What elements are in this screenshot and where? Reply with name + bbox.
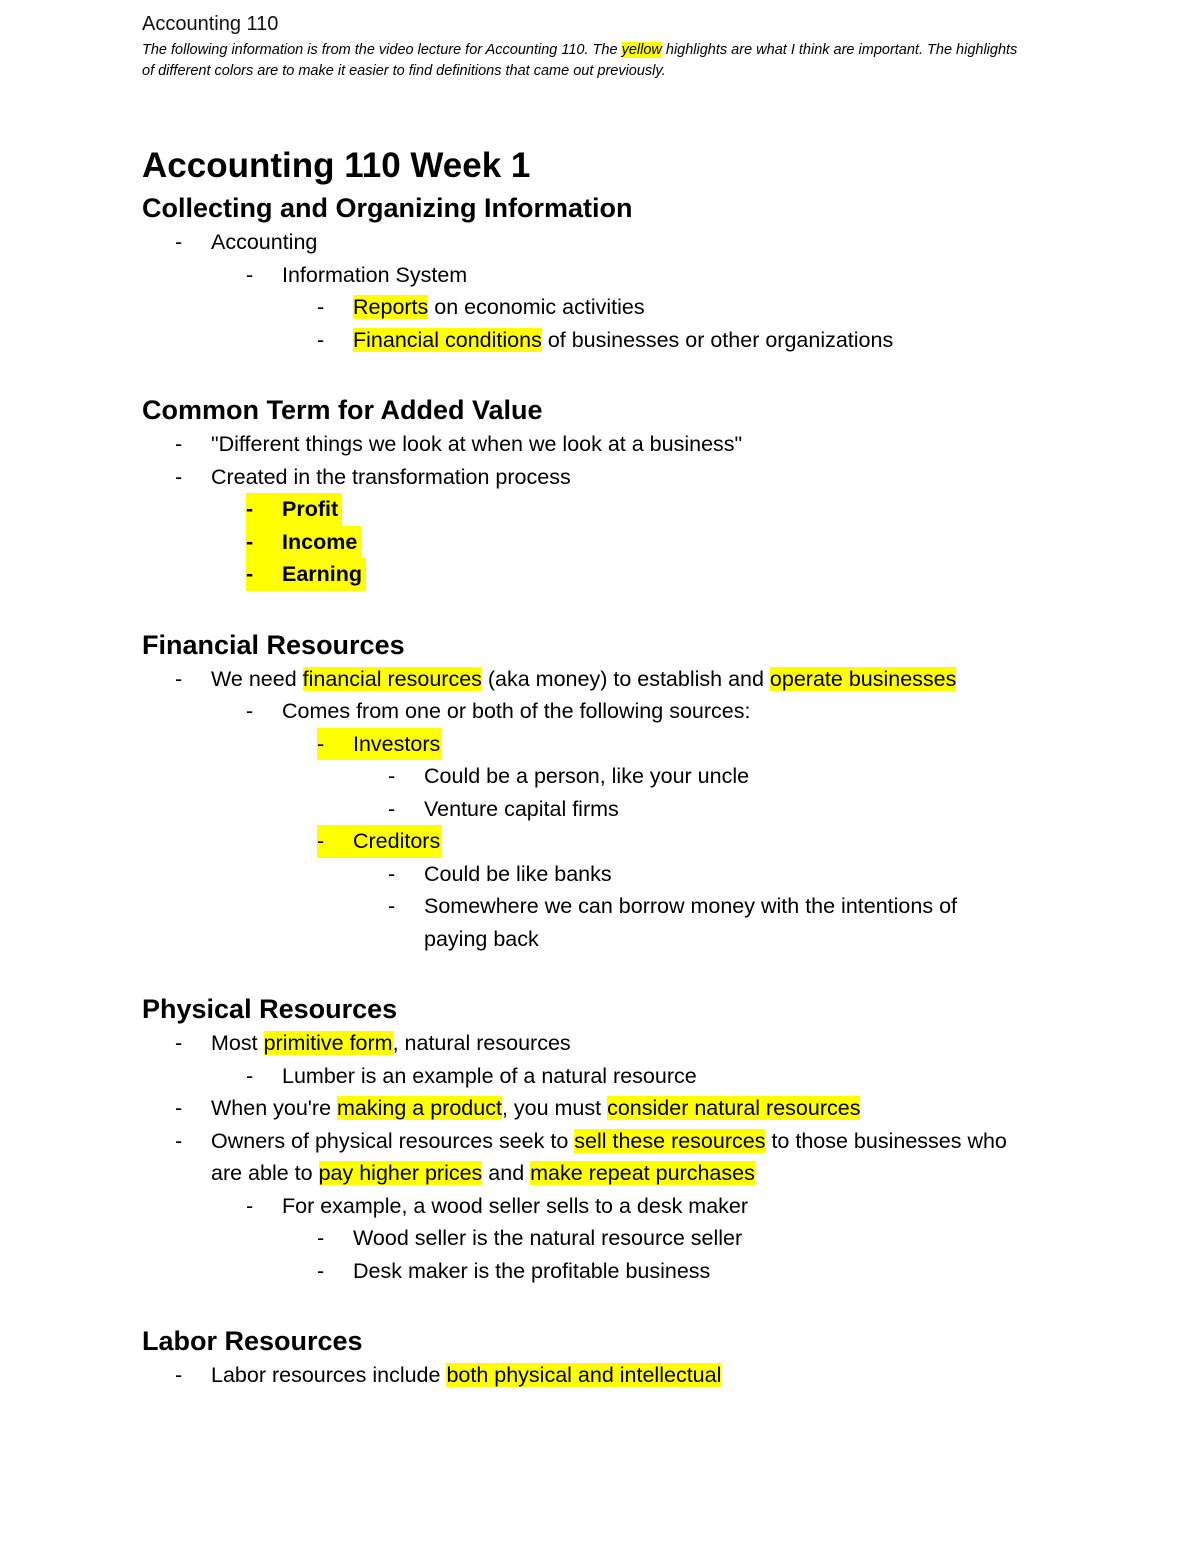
highlight-text: sell these resources — [574, 1128, 766, 1153]
highlight-text: pay higher prices — [318, 1161, 483, 1185]
list-item — [142, 1359, 1052, 1392]
document-page — [142, 10, 1052, 1392]
dash-bullet: - — [246, 497, 254, 521]
list-item-text: to those businesses who are able to — [211, 1128, 1007, 1185]
dash-bullet: - — [388, 861, 396, 886]
term-income: Income — [282, 529, 358, 554]
list-item — [142, 728, 1052, 761]
highlight-text: making a product — [337, 1096, 502, 1120]
dash-bullet: - — [175, 1128, 183, 1153]
term-investors: Investors — [353, 731, 441, 756]
list-item — [142, 1222, 1052, 1255]
dash-bullet: - — [175, 230, 183, 254]
list-collecting — [142, 226, 1052, 356]
list-item — [142, 890, 1052, 955]
highlight-block — [317, 728, 442, 761]
list-item-text: Information System — [282, 262, 468, 287]
list-item-text: Somewhere we can borrow money with the intentions of paying back — [424, 894, 957, 951]
list-item — [142, 1092, 1052, 1125]
header-note-text: The following information is from the video lecture for Accounting 110. The — [142, 42, 622, 58]
list-item — [142, 760, 1052, 793]
list-item-text: Wood seller is the natural resource seller — [353, 1226, 743, 1250]
list-item-text: Venture capital firms — [424, 796, 619, 821]
list-item-text: "Different things we look at when we look at a business" — [211, 432, 743, 456]
list-labor — [142, 1359, 1052, 1392]
list-item-text: Desk maker is the profitable business — [353, 1258, 711, 1283]
list-item-text: Labor resources include — [211, 1363, 447, 1387]
list-item — [142, 858, 1052, 891]
header-note — [142, 40, 1032, 82]
list-item — [142, 1190, 1052, 1223]
list-item-text: on economic activities — [428, 295, 645, 319]
list-item — [142, 825, 1052, 858]
dash-bullet: - — [246, 562, 254, 586]
dash-bullet: - — [388, 764, 396, 788]
section-heading-financial: Financial Resources — [142, 629, 405, 660]
highlight-text: consider natural resources — [607, 1096, 861, 1120]
list-item-text: of businesses or other organizations — [541, 327, 894, 352]
doc-title: Accounting 110 Week 1 — [142, 146, 531, 185]
list-item-text: Comes from one or both of the following sources: — [282, 699, 751, 723]
list-financial — [142, 663, 1052, 956]
dash-bullet: - — [388, 796, 396, 821]
list-item — [142, 291, 1052, 324]
list-item-text: (aka money) to establish and — [481, 666, 770, 691]
dash-bullet: - — [317, 295, 325, 319]
header-title: Accounting 110 — [142, 13, 279, 35]
highlight-text: financial resources — [302, 666, 482, 691]
list-item-text: Could be like banks — [424, 861, 612, 886]
list-item — [142, 324, 1052, 357]
term-earning: Earning — [282, 562, 363, 586]
highlight-block — [246, 493, 342, 526]
highlight-text: both physical and intellectual — [446, 1363, 722, 1387]
list-item — [142, 526, 1052, 559]
highlight-block — [317, 825, 442, 858]
dash-bullet: - — [175, 464, 183, 489]
section-heading-labor: Labor Resources — [142, 1326, 363, 1356]
list-item-text: When you're — [211, 1096, 337, 1120]
list-item — [142, 1060, 1052, 1093]
dash-bullet: - — [246, 699, 254, 723]
term-profit: Profit — [282, 497, 339, 521]
highlight-text: operate businesses — [769, 666, 957, 691]
list-item-text: Owners of physical resources seek to — [211, 1128, 575, 1153]
list-item — [142, 558, 1052, 591]
dash-bullet: - — [246, 1063, 254, 1088]
list-item — [142, 663, 1052, 696]
list-item — [142, 461, 1052, 494]
highlight-block — [246, 526, 361, 559]
dash-bullet: - — [175, 1031, 183, 1055]
list-item-text: , natural resources — [392, 1031, 571, 1055]
dash-bullet: - — [175, 432, 183, 456]
dash-bullet: - — [246, 262, 254, 287]
dash-bullet: - — [388, 894, 396, 918]
highlight-text: primitive form — [263, 1031, 393, 1055]
list-item-text: , you must — [501, 1096, 608, 1120]
list-item — [142, 259, 1052, 292]
list-item-text: Lumber is an example of a natural resource — [282, 1063, 697, 1088]
section-heading-collecting: Collecting and Organizing Information — [142, 193, 633, 223]
highlight-text: Financial conditions — [353, 327, 542, 352]
highlight-text: Reports — [353, 295, 429, 319]
list-item — [142, 1027, 1052, 1060]
header-note-highlight: yellow — [621, 42, 662, 58]
list-item-text: Most — [211, 1031, 264, 1055]
list-item-text: and — [482, 1161, 531, 1185]
list-item — [142, 695, 1052, 728]
dash-bullet: - — [317, 1258, 325, 1283]
list-item-text: Could be a person, like your uncle — [424, 764, 750, 788]
list-item-text: For example, a wood seller sells to a desk maker — [282, 1193, 749, 1218]
dash-bullet: - — [246, 529, 254, 554]
list-item — [142, 1255, 1052, 1288]
dash-bullet: - — [317, 829, 325, 853]
section-heading-added-value: Common Term for Added Value — [142, 395, 543, 425]
list-item — [142, 226, 1052, 259]
list-item-text: We need — [211, 666, 303, 691]
dash-bullet: - — [175, 1096, 183, 1120]
list-item-text — [211, 1125, 1041, 1190]
dash-bullet: - — [246, 1193, 254, 1218]
dash-bullet: - — [317, 731, 325, 756]
highlight-block — [246, 558, 366, 591]
list-item-text: Accounting — [211, 230, 318, 254]
list-added-value — [142, 428, 1052, 591]
list-item — [142, 493, 1052, 526]
list-item — [142, 793, 1052, 826]
list-physical — [142, 1027, 1052, 1287]
dash-bullet: - — [317, 1226, 325, 1250]
term-creditors: Creditors — [353, 829, 441, 853]
dash-bullet: - — [317, 327, 325, 352]
list-item-text: Created in the transformation process — [211, 464, 571, 489]
dash-bullet: - — [175, 1363, 183, 1387]
list-item — [142, 1125, 1052, 1190]
list-item — [142, 428, 1052, 461]
dash-bullet: - — [175, 666, 183, 691]
header-note-text: highlights are what I think are important. The highlights of different colors are to make it easier to find definitions that came out previously. — [142, 42, 1018, 79]
section-heading-physical: Physical Resources — [142, 994, 398, 1024]
highlight-text: make repeat purchases — [530, 1161, 755, 1185]
